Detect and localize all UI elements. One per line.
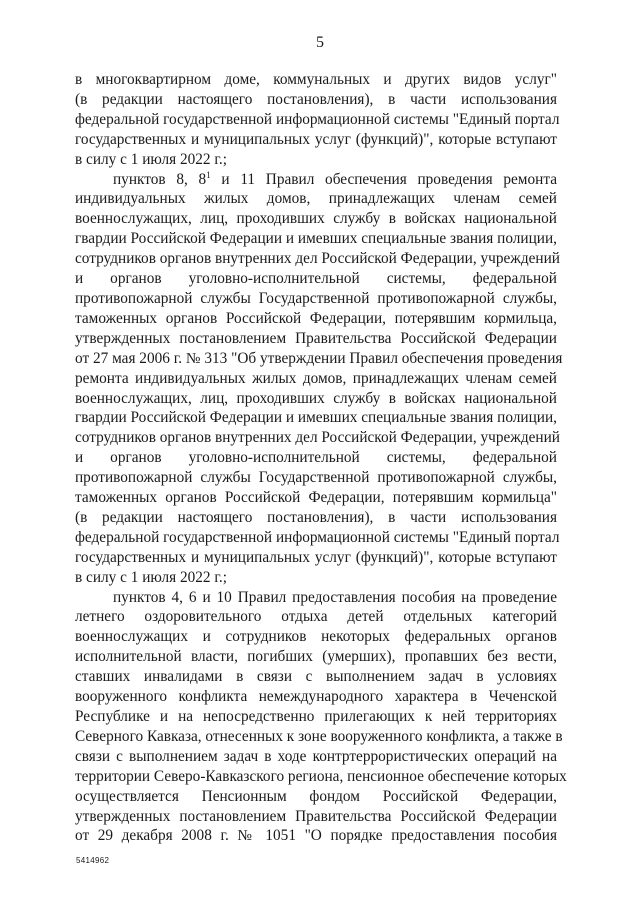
- text-line: в силу с 1 июля 2022 г.;: [75, 150, 227, 168]
- text-line-first: [75, 170, 557, 190]
- paragraph-3: [75, 588, 567, 847]
- text-line: и органов уголовно-исполнительной системы, федеральной: [75, 449, 557, 467]
- text-line: сотрудников органов внутренних дел Российской Федерации, учреждений: [75, 250, 560, 268]
- paragraph-1: [75, 70, 560, 170]
- document-body: [75, 70, 567, 846]
- text-line: сотрудников органов внутренних дел Российской Федерации, учреждений: [75, 429, 560, 447]
- text-line: государственных и муниципальных услуг (функций)", которые вступают: [75, 548, 557, 566]
- text-fragment: и 11 Правил обеспечения проведения ремонта: [210, 170, 557, 188]
- text-line: таможенных органов Российской Федерации, потерявшим кормильца,: [75, 309, 557, 327]
- text-line: утвержденных постановлением Правительства Российской Федерации: [75, 329, 557, 347]
- text-line: военнослужащих, лиц, проходивших службу в войсках национальной: [75, 210, 557, 228]
- text-line: Республике и на непосредственно прилегающих к ней территориях: [75, 708, 557, 725]
- text-line: вооруженного конфликта немеждународного характера в Чеченской: [75, 688, 557, 706]
- text-fragment: пунктов 8, 8: [113, 170, 207, 188]
- text-line: ставших инвалидами в связи с выполнением задач в условиях: [75, 668, 557, 686]
- text-line: территории Северо-Кавказского региона, пенсионное обеспечение которых: [75, 767, 567, 785]
- text-line: федеральной государственной информационной системы "Единый портал: [75, 110, 560, 128]
- text-line: и органов уголовно-исполнительной системы, федеральной: [75, 270, 557, 288]
- text-line: таможенных органов Российской Федерации, потерявшим кормильца": [75, 489, 557, 507]
- text-line: утвержденных постановлением Правительства Российской Федерации: [75, 807, 557, 825]
- paragraph-2: [75, 169, 563, 588]
- text-line: военнослужащих и сотрудников некоторых федеральных органов: [75, 628, 557, 646]
- text-line: ремонта индивидуальных жилых домов, принадлежащих членам семей: [75, 369, 557, 387]
- text-line: противопожарной службы Государственной противопожарной службы,: [75, 469, 557, 487]
- text-line: гвардии Российской Федерации и имевших специальные звания полиции,: [75, 230, 557, 248]
- text-line: от 27 мая 2006 г. № 313 "Об утверждении Правил обеспечения проведения: [75, 349, 563, 367]
- text-line: в силу с 1 июля 2022 г.;: [75, 568, 227, 586]
- text-line: государственных и муниципальных услуг (функций)", которые вступают: [75, 130, 557, 148]
- text-line: индивидуальных жилых домов, принадлежащих членам семей: [75, 190, 557, 208]
- document-code: 5414962: [76, 856, 110, 865]
- text-line-first: пунктов 4, 6 и 10 Правил предоставления пособия на проведение: [113, 588, 557, 606]
- text-line: от 29 декабря 2008 г. № 1051 "О порядке предоставления пособия: [75, 827, 557, 845]
- text-line: связи с выполнением задач в ходе контртеррористических операций на: [75, 747, 557, 765]
- text-line: (в редакции настоящего постановления), в части использования: [75, 90, 557, 108]
- text-line: гвардии Российской Федерации и имевших специальные звания полиции,: [75, 409, 557, 427]
- text-line: Северного Кавказа, отнесенных к зоне вооруженного конфликта, а также в: [75, 727, 563, 745]
- text-line: федеральной государственной информационной системы "Единый портал: [75, 528, 560, 546]
- text-line: исполнительной власти, погибших (умерших), пропавших без вести,: [75, 648, 557, 666]
- superscript: 1: [206, 169, 211, 180]
- text-line: (в редакции настоящего постановления), в части использования: [75, 508, 557, 526]
- text-line: в многоквартирном доме, коммунальных и других видов услуг": [75, 71, 557, 88]
- text-line: летнего оздоровительного отдыха детей отдельных категорий: [75, 608, 557, 626]
- page-number: 5: [316, 34, 324, 51]
- text-line: военнослужащих, лиц, проходивших службу в войсках национальной: [75, 389, 557, 407]
- text-line: осуществляется Пенсионным фондом Российской Федерации,: [75, 787, 557, 805]
- text-line: противопожарной службы Государственной противопожарной службы,: [75, 289, 557, 307]
